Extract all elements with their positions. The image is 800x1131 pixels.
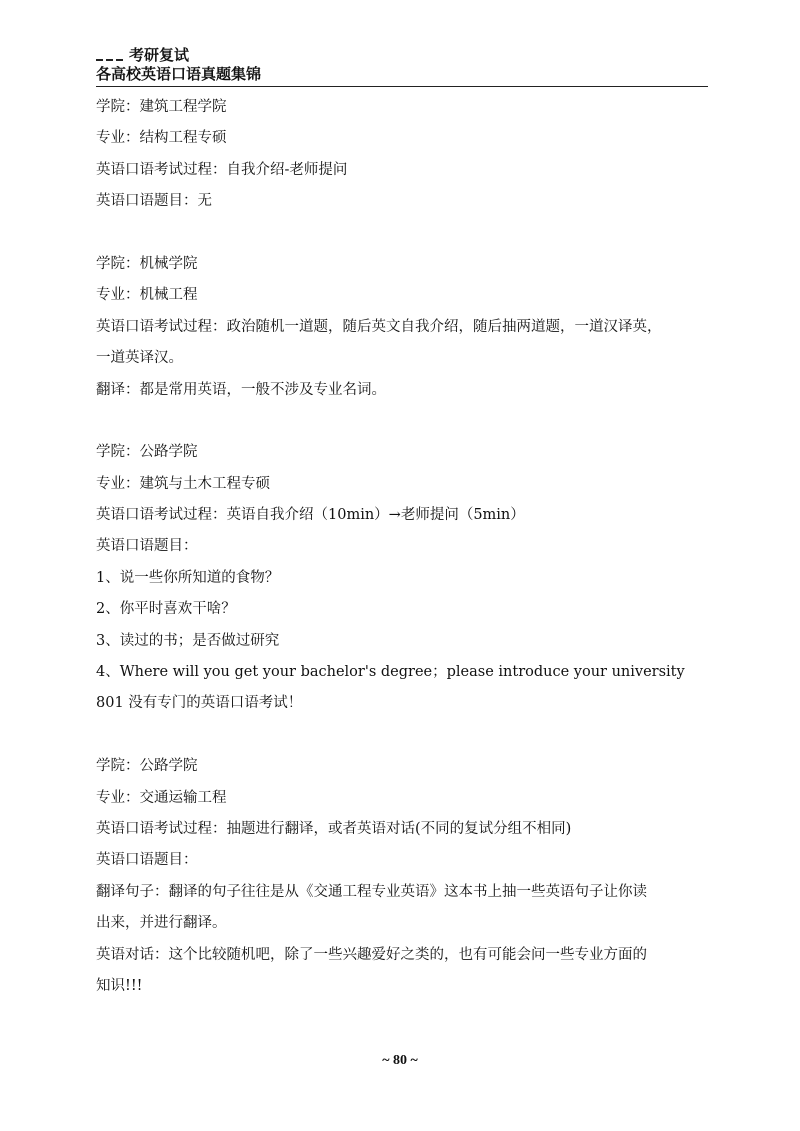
section-gap (96, 406, 712, 437)
text-line: 英语口语题目：无 (96, 193, 212, 210)
text-line: 英语口语考试过程：英语自我介绍（10min）→老师提问（5min） (96, 507, 525, 524)
text-line: 一道英译汉。 (96, 350, 183, 367)
section-gap (96, 218, 712, 249)
text-line: 学院：公路学院 (96, 758, 198, 775)
text-line: 专业：结构工程专硕 (96, 130, 227, 147)
document-body (96, 92, 712, 1002)
text-line: 801 没有专门的英语口语考试！ (96, 695, 303, 712)
text-line: 专业：机械工程 (96, 287, 198, 304)
text-line: 1、说一些你所知道的食物？ (96, 569, 280, 586)
header-divider (96, 86, 708, 87)
text-line: 学院：建筑工程学院 (96, 99, 227, 115)
text-line: 4、Where will you get your bachelor's degree；please introduce your university (96, 664, 685, 681)
text-line: 2、你平时喜欢干啥？ (96, 601, 236, 618)
text-line: 学院：机械学院 (96, 255, 198, 272)
text-line: 专业：建筑与土木工程专硕 (96, 475, 270, 492)
page-header (96, 44, 708, 84)
header-title-row (96, 44, 708, 64)
text-line: 专业：交通运输工程 (96, 789, 227, 806)
text-line: 英语口语考试过程：自我介绍-老师提问 (96, 161, 348, 178)
text-line: 英语口语题目： (96, 538, 198, 555)
section-block (96, 249, 712, 406)
text-line: 翻译：都是常用英语，一般不涉及专业名词。 (96, 381, 386, 398)
header-subtitle: 各高校英语口语真题集锦 (96, 65, 262, 83)
header-title: 考研复试 (129, 45, 190, 64)
text-line: 英语口语考试过程：政治随机一道题，随后英文自我介绍，随后抽两道题，一道汉译英， (96, 318, 662, 335)
section-block (96, 751, 712, 1002)
text-line: 英语口语考试过程：抽题进行翻译，或者英语对话(不同的复试分组不相同) (96, 820, 572, 837)
text-line: 学院：公路学院 (96, 444, 198, 461)
section-block (96, 437, 712, 720)
text-line: 3、读过的书；是否做过研究 (96, 632, 280, 649)
text-line: 出来，并进行翻译。 (96, 915, 227, 932)
text-line: 英语口语题目： (96, 852, 198, 869)
text-line: 翻译句子：翻译的句子往往是从《交通工程专业英语》这本书上抽一些英语句子让你读 (96, 883, 647, 900)
text-line: 知识!!! (96, 977, 143, 994)
text-line: 英语对话：这个比较随机吧，除了一些兴趣爱好之类的，也有可能会问一些专业方面的 (96, 946, 647, 963)
page-number: ~ 80 ~ (382, 1053, 418, 1068)
section-gap (96, 720, 712, 751)
logo-dashes-icon (96, 47, 123, 61)
section-block (96, 92, 712, 218)
